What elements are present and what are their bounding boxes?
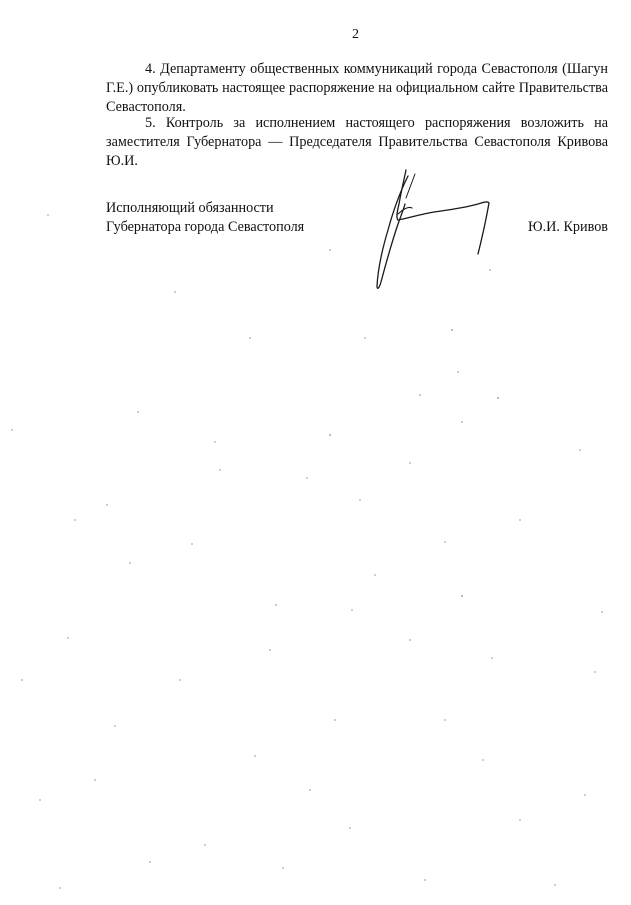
signer-title-line-2: Губернатора города Севастополя [106, 219, 305, 235]
paragraph-4: 4. Департаменту общественных коммуникаций города Севастополя (Шагун Г.Е.) опубликовать настоящее распоряжение на официальном сайте Правительства Севастополя. [106, 61, 608, 115]
signer-name: Ю.И. Кривов [527, 219, 608, 235]
signer-title [106, 199, 304, 237]
signer-title-line-1: Исполняющий обязанности [106, 200, 274, 216]
paragraph-5: 5. Контроль за исполнением настоящего распоряжения возложить на заместителя Губернатора — Председателя Правительства Севастополя Кривова Ю.И. [106, 115, 608, 169]
page-number: 2 [352, 27, 359, 42]
handwritten-signature [368, 168, 498, 293]
